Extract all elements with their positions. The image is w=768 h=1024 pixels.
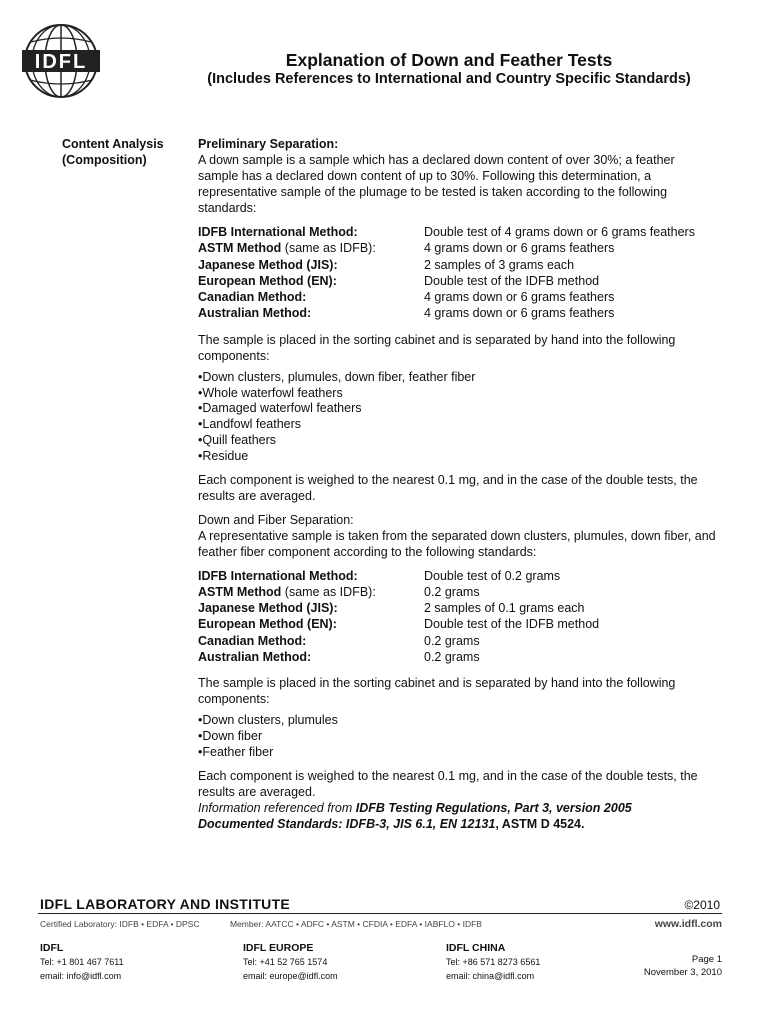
reference-source: IDFB Testing Regulations, Part 3, version 2005 (355, 800, 632, 815)
method-name: Japanese Method (JIS): (198, 257, 338, 272)
list-item: •Feather fiber (198, 744, 274, 759)
fiber-sorting-text: The sample is placed in the sorting cabinet and is separated by hand into the following components: (198, 676, 676, 707)
page-info (644, 953, 722, 979)
method-row (198, 305, 718, 321)
preliminary-intro: A down sample is a sample which has a declared down content of over 30%; a feather sample has a declared down content of up to 30%. Following this determination, a representative sample of the plumage to be tested is taken according to the following standards: (198, 153, 675, 215)
memberships: Member: AATCC • ADFC • ASTM • CFDIA • EDFA • IABFLO • IDFB (230, 919, 482, 929)
method-row (198, 224, 718, 240)
method-value: 2 samples of 0.1 grams each (424, 601, 585, 616)
list-item: •Whole waterfowl feathers (198, 385, 343, 400)
method-value: 4 grams down or 6 grams feathers (424, 306, 615, 321)
office-tel: Tel: +86 571 8273 6561 (446, 957, 541, 967)
method-name: European Method (EN): (198, 273, 337, 288)
website-link[interactable]: www.idfl.com (654, 918, 722, 930)
method-value: 0.2 grams (424, 650, 480, 665)
office-name: IDFL EUROPE (243, 942, 314, 954)
method-value: Double test of the IDFB method (424, 617, 600, 632)
footer-divider (38, 913, 722, 914)
method-note: (same as IDFB): (281, 241, 376, 256)
office-tel: Tel: +1 801 467 7611 (40, 957, 124, 967)
method-name: ASTM Method (198, 241, 282, 256)
preliminary-heading: Preliminary Separation: (198, 137, 339, 151)
office-china (446, 941, 540, 983)
list-item: •Down clusters, plumules, down fiber, feather fiber (198, 369, 476, 384)
office-email[interactable]: email: china@idfl.com (446, 971, 535, 981)
list-item: •Landfowl feathers (198, 417, 302, 432)
fiber-weighing-text: Each component is weighed to the nearest 0.1 mg, and in the case of the double tests, the results are averaged. (198, 768, 698, 799)
page-number: Page 1 (691, 954, 722, 965)
reference-note (198, 800, 718, 832)
reference-suffix: , ASTM D 4524. (495, 816, 585, 831)
office-europe (243, 941, 338, 983)
method-name: Canadian Method: (198, 633, 307, 648)
fiber-components-list (198, 712, 718, 759)
list-item: •Down fiber (198, 729, 263, 744)
fiber-intro: A representative sample is taken from the separated down clusters, plumules, down fiber, and feather fiber component according to the following standards: (198, 528, 716, 559)
method-row (198, 633, 718, 649)
preliminary-sorting-text: The sample is placed in the sorting cabinet and is separated by hand into the following components: (198, 332, 676, 363)
method-value: 2 samples of 3 grams each (424, 257, 575, 272)
method-row (198, 273, 718, 289)
page-date: November 3, 2010 (643, 967, 722, 978)
method-value: 0.2 grams (424, 584, 480, 599)
method-row (198, 616, 718, 632)
office-idfl (40, 941, 124, 983)
method-value: Double test of 0.2 grams (424, 568, 561, 583)
office-email[interactable]: email: europe@idfl.com (243, 971, 338, 981)
method-name: European Method (EN): (198, 617, 337, 632)
method-value: Double test of 4 grams down or 6 grams feathers (424, 225, 695, 239)
method-value: 4 grams down or 6 grams feathers (424, 290, 615, 305)
preliminary-components-list (198, 369, 718, 464)
method-name: ASTM Method (198, 584, 282, 599)
preliminary-methods-table (198, 224, 718, 322)
footer-org-name: IDFL LABORATORY AND INSTITUTE (40, 896, 291, 912)
method-row (198, 289, 718, 305)
certified-laboratory: Certified Laboratory: IDFB • EDFA • DPSC (40, 919, 200, 929)
method-name: Japanese Method (JIS): (198, 601, 338, 616)
method-value: 0.2 grams (424, 633, 480, 648)
office-name: IDFL (40, 942, 64, 954)
main-content (198, 136, 718, 832)
list-item: •Quill feathers (198, 432, 277, 447)
preliminary-weighing-text: Each component is weighed to the nearest 0.1 mg, and in the case of the double tests, the results are averaged. (198, 472, 698, 503)
list-item: •Down clusters, plumules (198, 713, 338, 728)
copyright: ©2010 (684, 898, 720, 912)
method-row (198, 600, 718, 616)
method-name: Canadian Method: (198, 290, 307, 305)
method-row (198, 649, 718, 665)
fiber-heading: Down and Fiber Separation: (198, 512, 354, 527)
method-row (198, 568, 718, 584)
method-row (198, 240, 718, 256)
method-row (198, 584, 718, 600)
page-title: Explanation of Down and Feather Tests (285, 50, 613, 70)
office-tel: Tel: +41 52 765 1574 (243, 957, 328, 967)
reference-prefix: Information referenced from (198, 800, 356, 815)
reference-standards: Documented Standards: IDFB-3, JIS 6.1, EN 12131 (198, 816, 496, 831)
method-name: IDFB International Method: (198, 225, 358, 239)
fiber-methods-table (198, 568, 718, 666)
list-item: •Residue (198, 448, 249, 463)
section-label (62, 136, 164, 168)
office-email[interactable]: email: info@idfl.com (40, 971, 122, 981)
method-name: Australian Method: (198, 650, 312, 665)
idfl-globe-logo (22, 22, 100, 100)
page-subtitle: (Includes References to International and Country Specific Standards) (207, 71, 691, 87)
method-name: IDFB International Method: (198, 568, 358, 583)
method-value: 4 grams down or 6 grams feathers (424, 241, 615, 256)
method-row (198, 257, 718, 273)
section-label-line1: Content Analysis (62, 137, 164, 151)
method-name: Australian Method: (198, 306, 312, 321)
section-label-line2: (Composition) (62, 153, 147, 167)
method-value: Double test of the IDFB method (424, 273, 600, 288)
office-name: IDFL CHINA (446, 942, 506, 954)
list-item: •Damaged waterfowl feathers (198, 401, 362, 416)
method-note: (same as IDFB): (281, 584, 376, 599)
logo-text: IDFL (34, 51, 88, 73)
